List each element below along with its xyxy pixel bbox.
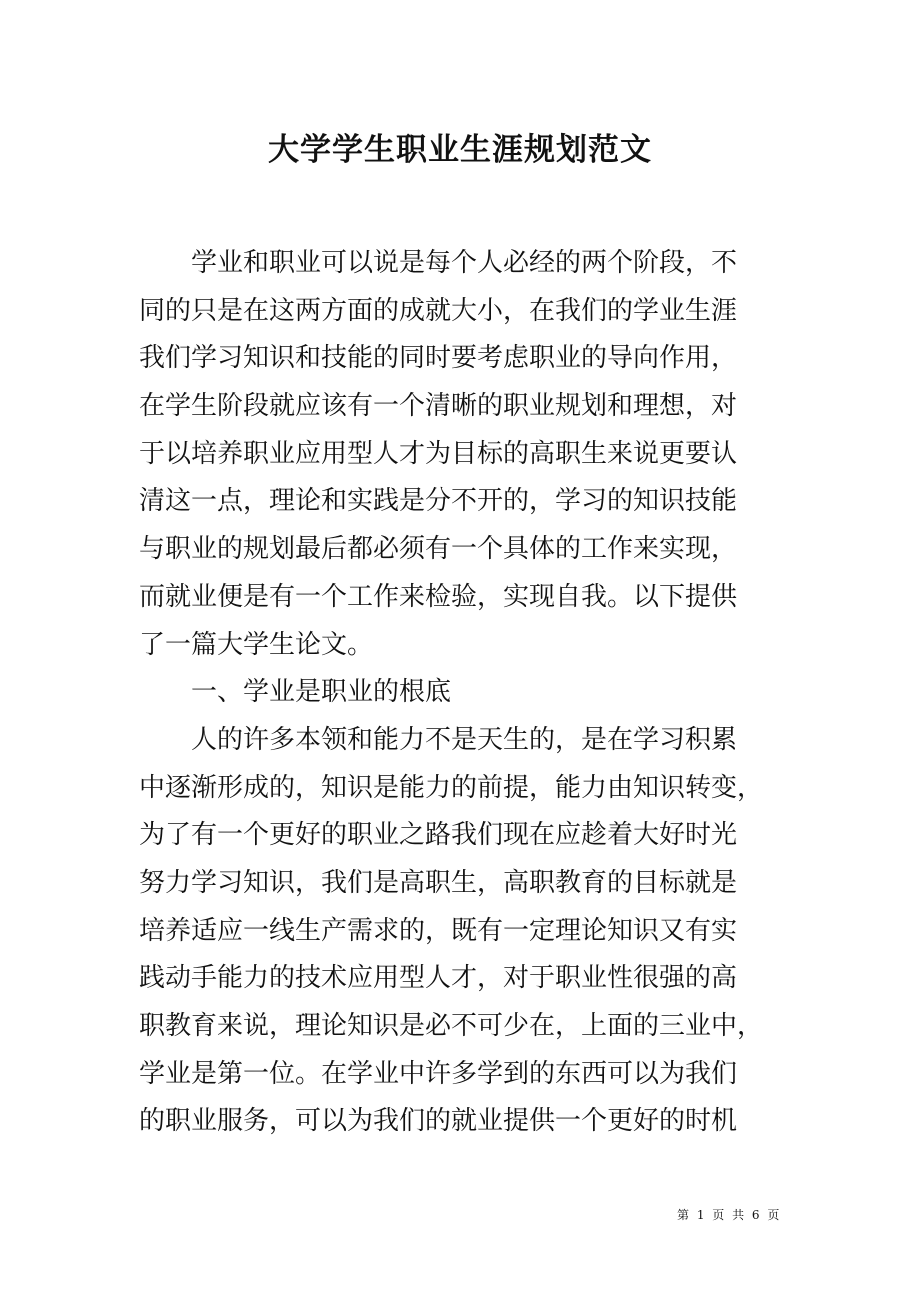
body-line: 同的只是在这两方面的成就大小，在我们的学业生涯 (139, 295, 738, 326)
body-line: 我们学习知识和技能的同时要考虑职业的导向作用， (139, 343, 738, 374)
body-line: 努力学习知识，我们是高职生，高职教育的目标就是 (139, 867, 738, 898)
body-line: 一、学业是职业的根底 (139, 677, 452, 708)
body-line: 与职业的规划最后都必须有一个具体的工作来实现， (139, 534, 738, 565)
body-line: 学业和职业可以说是每个人必经的两个阶段，不 (139, 248, 738, 278)
body-line: 践动手能力的技术应用型人才，对于职业性很强的高 (139, 963, 738, 994)
body-line: 培养适应一线生产需求的，既有一定理论知识又有实 (139, 915, 738, 946)
body-line: 人的许多本领和能力不是天生的，是在学习积累 (139, 724, 738, 755)
body-line: 在学生阶段就应该有一个清晰的职业规划和理想，对 (139, 391, 738, 422)
body-line: 而就业便是有一个工作来检验，实现自我。以下提供 (139, 581, 738, 612)
body-line: 了一篇大学生论文。 (139, 629, 374, 660)
page-footer: 第 1 页 共 6 页 (677, 1208, 782, 1222)
body-line: 于以培养职业应用型人才为目标的高职生来说更要认 (139, 438, 738, 469)
body-line: 学业是第一位。在学业中许多学到的东西可以为我们 (139, 1058, 738, 1089)
document-body (139, 240, 799, 1146)
body-line: 中逐渐形成的，知识是能力的前提，能力由知识转变， (139, 772, 764, 803)
body-line: 职教育来说，理论知识是必不可少在，上面的三业中， (139, 1011, 764, 1041)
body-line: 清这一点，理论和实践是分不开的，学习的知识技能 (139, 486, 738, 517)
body-line: 为了有一个更好的职业之路我们现在应趁着大好时光 (139, 820, 738, 851)
document-title: 大学学生职业生涯规划范文 (268, 132, 652, 168)
body-line: 的职业服务，可以为我们的就业提供一个更好的时机 (139, 1106, 738, 1137)
